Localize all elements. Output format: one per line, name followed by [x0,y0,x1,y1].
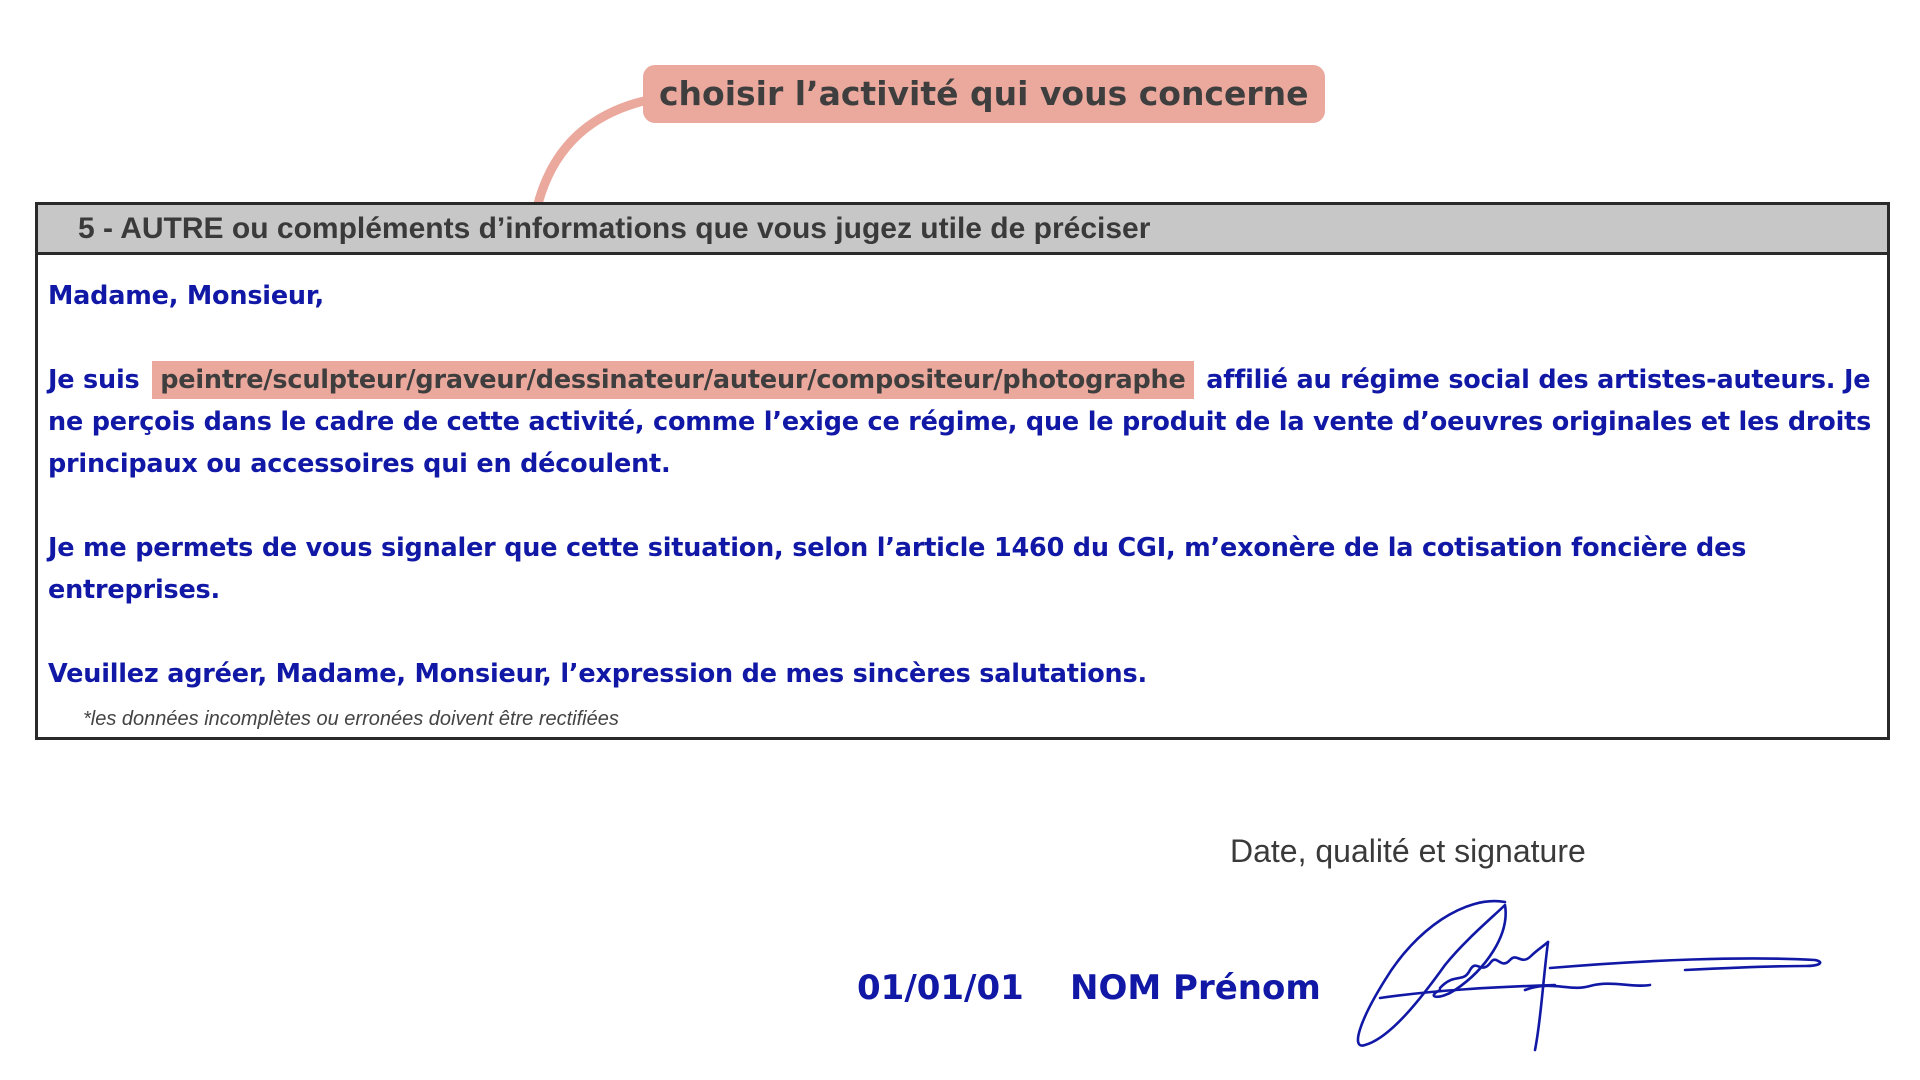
footnote: *les données incomplètes ou erronées doivent être rectifiées [83,708,619,730]
signer-name: NOM Prénom [1070,968,1321,1008]
handwritten-signature-icon [1345,890,1825,1060]
activity-options-highlight: peintre/sculpteur/graveur/dessinateur/auteur/compositeur/photographe [152,361,1193,399]
intro-suffix: affilié au régime social des artistes-auteurs. [1206,365,1836,395]
date-value: 01/01/01 [857,968,1024,1008]
paragraph-activity [48,359,1883,485]
salutation: Madame, Monsieur, [48,281,325,311]
letter-body [48,275,1883,695]
signature-label: Date, qualité et signature [1230,833,1586,869]
paragraph-cgi: Je me permets de vous signaler que cette situation, selon l’article 1460 du CGI, m’exonère de la cotisation foncière des entreprises. [48,533,1747,605]
form-section-5 [35,202,1890,740]
instruction-callout: choisir l’activité qui vous concerne [643,65,1325,123]
paragraph-activity-rest: Je ne perçois dans le cadre de cette activité, comme l’exige ce régime, que le produit de la vente d’oeuvres originales et les droits principaux ou accessoires qui en découlent. [48,365,1872,479]
intro-prefix: Je suis [48,365,140,395]
section-title: 5 - AUTRE ou compléments d’informations que vous jugez utile de préciser [38,205,1887,255]
closing: Veuillez agréer, Madame, Monsieur, l’expression de mes sincères salutations. [48,659,1147,689]
